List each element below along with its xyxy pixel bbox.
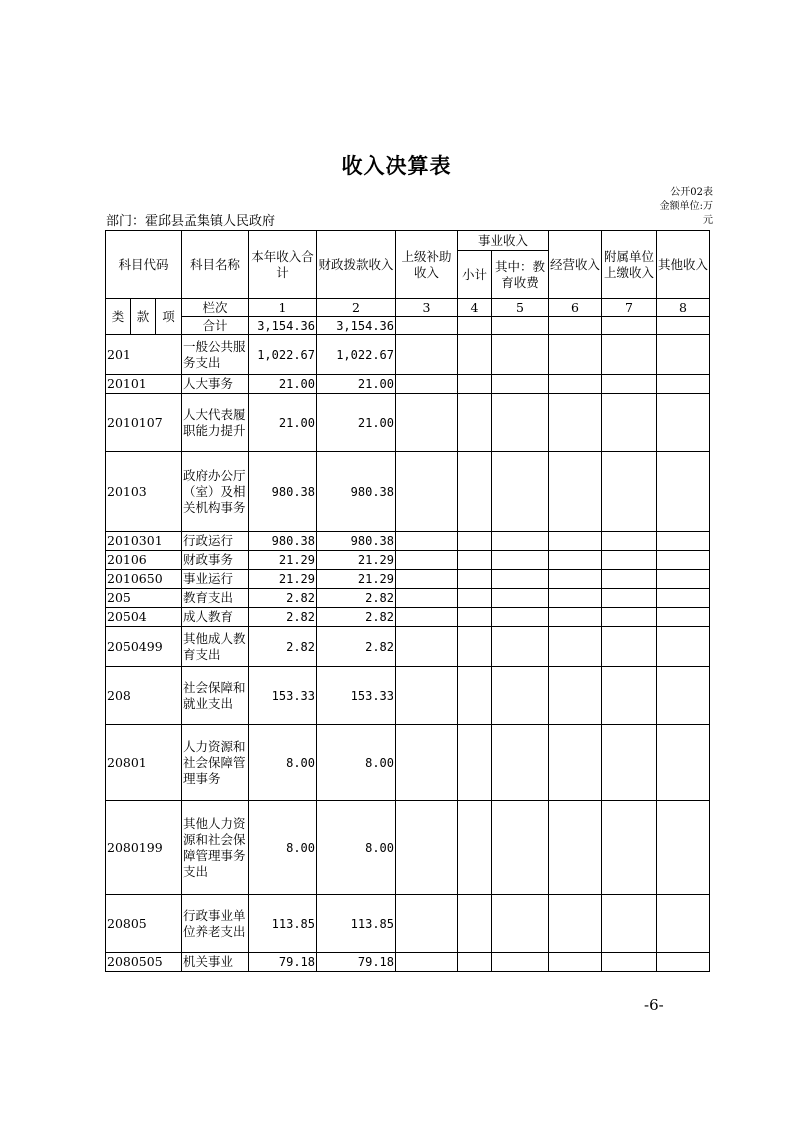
row-name: 行政事业单位养老支出 [182,895,249,953]
empty-cell [492,394,549,452]
table-row [106,375,710,394]
header-biz: 事业收入 [458,231,549,251]
empty-cell [602,570,657,589]
table-row [106,532,710,551]
col-no-6: 6 [549,299,602,317]
header-operating: 经营收入 [549,231,602,299]
income-table [105,230,710,972]
col-no-2: 2 [317,299,396,317]
row-fiscal: 980.38 [317,452,396,532]
unit-label: 金额单位:万元 [659,201,713,226]
row-code: 20101 [106,375,182,394]
row-total: 2.82 [249,627,317,667]
empty-cell [458,532,492,551]
table-row [106,335,710,375]
empty-cell [549,570,602,589]
header-edu-fee: 其中：教育收费 [492,251,549,299]
empty-cell [396,953,458,972]
empty-cell [549,801,602,895]
header-name: 科目名称 [182,231,249,299]
col-no-4: 4 [458,299,492,317]
row-fiscal: 2.82 [317,627,396,667]
empty-cell [492,895,549,953]
empty-cell [396,608,458,627]
table-row [106,667,710,725]
empty-cell [396,895,458,953]
table-row [106,394,710,452]
total-fiscal: 3,154.36 [317,317,396,335]
empty-cell [602,953,657,972]
empty-cell [549,551,602,570]
header-subsidy: 上级补助收入 [396,231,458,299]
empty-cell [458,394,492,452]
empty-cell [549,627,602,667]
row-total: 113.85 [249,895,317,953]
empty-cell [549,725,602,801]
col-no-3: 3 [396,299,458,317]
row-code: 208 [106,667,182,725]
empty-cell [657,452,710,532]
empty-cell [458,335,492,375]
header-kuan: 款 [131,299,156,335]
row-code: 201 [106,335,182,375]
empty-cell [396,532,458,551]
empty-cell [396,452,458,532]
header-lei: 类 [106,299,131,335]
empty-cell [602,532,657,551]
empty-cell [657,801,710,895]
row-fiscal: 21.29 [317,551,396,570]
empty-cell [657,589,710,608]
row-name: 机关事业 [182,953,249,972]
row-fiscal: 21.00 [317,375,396,394]
empty-cell [458,375,492,394]
row-name: 教育支出 [182,589,249,608]
row-total: 79.18 [249,953,317,972]
row-code: 20504 [106,608,182,627]
table-row [106,953,710,972]
row-fiscal: 153.33 [317,667,396,725]
col-no-5: 5 [492,299,549,317]
empty-cell [458,953,492,972]
row-code: 2080199 [106,801,182,895]
empty-cell [657,725,710,801]
header-fiscal: 财政拨款收入 [317,231,396,299]
row-name: 成人教育 [182,608,249,627]
row-name: 其他成人教育支出 [182,627,249,667]
row-fiscal: 8.00 [317,801,396,895]
row-fiscal: 2.82 [317,589,396,608]
empty-cell [492,452,549,532]
empty-cell [492,335,549,375]
empty-cell [657,375,710,394]
empty-cell [458,452,492,532]
row-fiscal: 8.00 [317,725,396,801]
empty-cell [657,551,710,570]
empty-cell [549,608,602,627]
empty-cell [458,895,492,953]
empty-cell [492,375,549,394]
empty-cell [396,725,458,801]
table-row [106,725,710,801]
table-row [106,895,710,953]
empty-cell [458,801,492,895]
empty-cell [657,570,710,589]
empty-cell [458,608,492,627]
empty-cell [549,335,602,375]
row-total: 8.00 [249,725,317,801]
empty-cell [549,895,602,953]
empty-cell [458,570,492,589]
row-total: 8.00 [249,801,317,895]
row-name: 人大事务 [182,375,249,394]
col-no-7: 7 [602,299,657,317]
total-total: 3,154.36 [249,317,317,335]
row-total: 980.38 [249,452,317,532]
row-code: 2010301 [106,532,182,551]
empty-cell [657,394,710,452]
empty-cell [549,452,602,532]
empty-cell [458,551,492,570]
empty-cell [602,627,657,667]
empty-cell [492,589,549,608]
empty-cell [492,667,549,725]
empty-cell [602,551,657,570]
empty-cell [549,394,602,452]
header-code: 科目代码 [106,231,182,299]
empty-cell [657,532,710,551]
empty-cell [396,375,458,394]
empty-cell [602,394,657,452]
table-row [106,452,710,532]
total-row [106,317,710,335]
empty-cell [396,627,458,667]
empty-cell [602,667,657,725]
empty-cell [396,551,458,570]
row-fiscal: 79.18 [317,953,396,972]
row-name: 事业运行 [182,570,249,589]
col-no-1: 1 [249,299,317,317]
row-total: 21.29 [249,551,317,570]
row-fiscal: 1,022.67 [317,335,396,375]
row-total: 21.29 [249,570,317,589]
empty-cell [396,394,458,452]
department-label: 部门：霍邱县孟集镇人民政府 [106,214,276,229]
empty-cell [602,725,657,801]
table-row [106,589,710,608]
row-code: 2010650 [106,570,182,589]
row-fiscal: 21.00 [317,394,396,452]
row-total: 980.38 [249,532,317,551]
row-total: 2.82 [249,589,317,608]
row-code: 2010107 [106,394,182,452]
row-total: 2.82 [249,608,317,627]
row-code: 20801 [106,725,182,801]
empty-cell [602,608,657,627]
row-name: 人力资源和社会保障管理事务 [182,725,249,801]
row-code: 205 [106,589,182,608]
row-name: 其他人力资源和社会保障管理事务支出 [182,801,249,895]
header-subtotal: 小计 [458,251,492,299]
empty-cell [602,895,657,953]
empty-cell [602,375,657,394]
empty-cell [458,627,492,667]
empty-cell [458,589,492,608]
empty-cell [602,452,657,532]
empty-cell [602,589,657,608]
header-total: 本年收入合计 [249,231,317,299]
empty-cell [396,801,458,895]
form-number: 公开02表 [670,187,713,198]
header-lanci: 栏次 [182,299,249,317]
row-name: 行政运行 [182,532,249,551]
row-fiscal: 2.82 [317,608,396,627]
empty-cell [492,608,549,627]
header-xiang: 项 [156,299,182,335]
empty-cell [549,953,602,972]
table-row [106,627,710,667]
col-no-8: 8 [657,299,710,317]
row-total: 1,022.67 [249,335,317,375]
table-row [106,551,710,570]
empty-cell [492,725,549,801]
row-code: 20106 [106,551,182,570]
row-name: 财政事务 [182,551,249,570]
empty-cell [492,532,549,551]
row-fiscal: 113.85 [317,895,396,953]
empty-cell [602,801,657,895]
row-name: 人大代表履职能力提升 [182,394,249,452]
empty-cell [492,570,549,589]
empty-cell [458,667,492,725]
row-fiscal: 980.38 [317,532,396,551]
row-name: 政府办公厅（室）及相关机构事务 [182,452,249,532]
row-code: 20103 [106,452,182,532]
empty-cell [549,667,602,725]
empty-cell [602,335,657,375]
page-number: -6- [644,996,664,1014]
row-code: 20805 [106,895,182,953]
empty-cell [549,375,602,394]
table-row [106,570,710,589]
empty-cell [657,667,710,725]
empty-cell [396,589,458,608]
empty-cell [657,608,710,627]
page-title: 收入决算表 [341,154,452,178]
empty-cell [549,532,602,551]
row-name: 一般公共服务支出 [182,335,249,375]
table-row [106,608,710,627]
row-total: 21.00 [249,375,317,394]
empty-cell [492,627,549,667]
empty-cell [657,895,710,953]
row-total: 21.00 [249,394,317,452]
empty-cell [492,801,549,895]
empty-cell [492,953,549,972]
empty-cell [549,589,602,608]
empty-cell [657,627,710,667]
row-total: 153.33 [249,667,317,725]
row-fiscal: 21.29 [317,570,396,589]
row-name: 社会保障和就业支出 [182,667,249,725]
row-code: 2080505 [106,953,182,972]
empty-cell [396,335,458,375]
row-code: 2050499 [106,627,182,667]
empty-cell [396,667,458,725]
total-label: 合计 [182,317,249,335]
empty-cell [396,570,458,589]
header-other: 其他收入 [657,231,710,299]
empty-cell [492,551,549,570]
empty-cell [458,725,492,801]
empty-cell [657,953,710,972]
empty-cell [657,335,710,375]
header-affiliated: 附属单位上缴收入 [602,231,657,299]
table-row [106,801,710,895]
